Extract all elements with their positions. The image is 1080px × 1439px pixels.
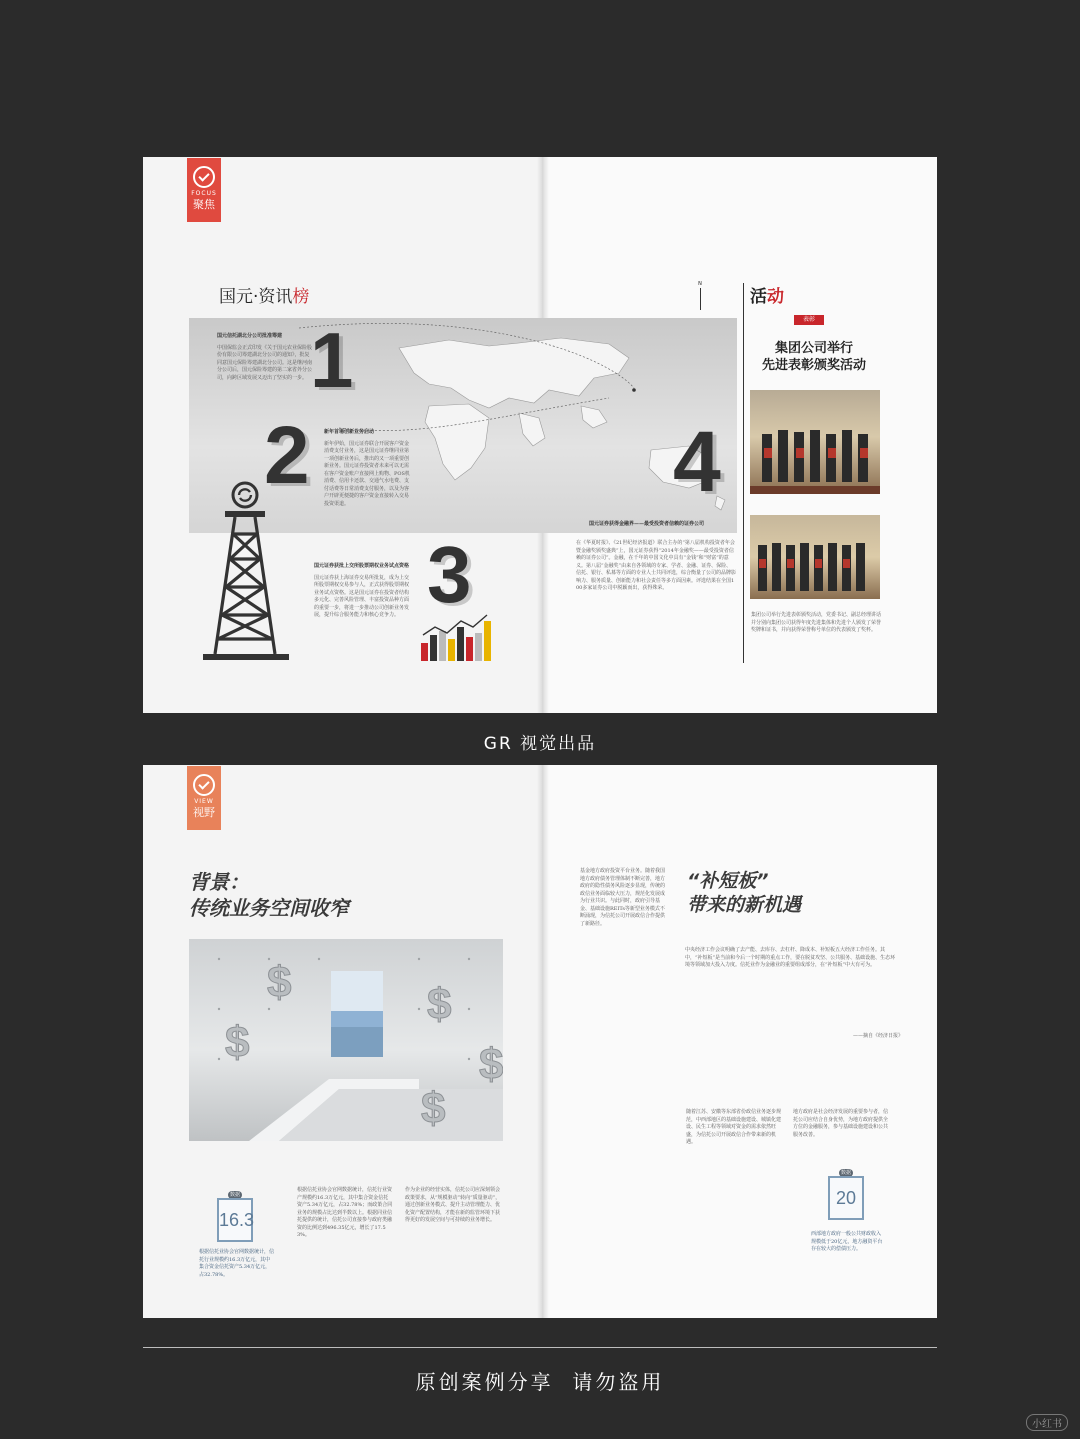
- activity-body: 集团公司举行先进表彰颁奖活动，党委书记、副总经理讲话并分别向集团公司获得年度先进集体和先进个人颁发了荣誉奖牌和证书，并向获得荣誉称号单位的代表颁发了奖杯。: [751, 612, 882, 633]
- concrete-wall-photo: [189, 939, 503, 1141]
- bottom-spread: [143, 765, 937, 1318]
- award-photo-2: [750, 515, 880, 599]
- activity-title-main: 活: [750, 287, 767, 307]
- compass-needle-icon: [700, 288, 701, 310]
- focus-badge: [187, 158, 221, 222]
- right-quote: ——摘自《经济日报》: [852, 1033, 903, 1039]
- right-title-line-2: 带来的新机遇: [687, 894, 802, 916]
- right-column-3: 地方政府是社会经济发展的重要参与者，信托公司应结合自身优势，为地方政府提供全方位的金融服务，参与基础设施建设和公共服务改善。: [793, 1109, 889, 1138]
- caption-notice: 原创案例分享 请勿盗用: [415, 1370, 665, 1394]
- activity-title: [750, 282, 784, 307]
- item-4-heading: 国元证券获得金融界——最受投资者信赖的证券公司: [589, 521, 705, 527]
- oil-derrick-illustration: [201, 479, 301, 669]
- item-3-body: 国元证券获上海证券交易所批复，成为上交所股票期权交易参与人，正式获得股票期权业务试点资格。这是国元证券在投资者结构多元化、完善风险管理、丰富投资品种方面的重要一步，将进一步推动公司创新业务发展，提升综合服务能力和核心竞争力。: [314, 574, 410, 618]
- caption-credit: GR 视觉出品: [483, 734, 597, 754]
- watermark: 小红书: [1026, 1414, 1068, 1431]
- activity-headline-line-2: 先进表彰颁奖活动: [761, 358, 866, 373]
- svg-text:$: $: [225, 1018, 250, 1067]
- right-intro: 中央经济工作会议明确了去产能、去库存、去杠杆、降成本、补短板五大经济工作任务。其中，“补短板”是当前和今后一个时期的重点工作，要在脱贫攻坚、公共服务、基础设施、生态环境等领域加大投入力度。信托业作为金融业的重要组成部分，在“补短板”中大有可为。: [685, 947, 896, 968]
- svg-text:$: $: [421, 1084, 446, 1133]
- item-2-body: 新年伊始，国元证券联合开展客户资金消费支付业务，这是国元证券继同业第一项创新业务后，推出的又一项重要创新业务。国元证券投资者未来可以无需在客户资金账户直接网上购物、POS机消费、信用卡还款、交通气水电费、支付话费等日常消费支付服务，以及为客户开辟更便捷的客户资金直接转入交易投资渠道。: [324, 440, 410, 507]
- refresh-icon: [193, 774, 215, 796]
- right-column-2: 随着江苏、安徽等东部省份政信业务逐步规范，中西部地区的基础设施建设、城镇化建设、民生工程等领域对资金的需求依然旺盛，为信托公司开展政信合作带来新的机遇。: [686, 1109, 782, 1145]
- stat-right-value: 20: [828, 1176, 864, 1220]
- right-title: [687, 869, 801, 917]
- item-1-text: [217, 333, 313, 382]
- activity-headline: [749, 340, 879, 374]
- item-3-heading: 国元证券获批上交所股票期权业务试点资格: [314, 563, 410, 569]
- refresh-icon: [193, 166, 215, 188]
- right-column-1: 基金地方政府投资平台业务。随着我国地方政府债务管理体制不断完善，地方政府的隐性债务风险逐步显现，传统的政信业务面临较大压力，规范化发展成为行业共识。与此同时，政府引导基金、基础设施REITs等新型业务模式不断涌现，为信托公司开展政信合作提供了新路径。: [580, 868, 666, 927]
- compass-mark: [695, 281, 705, 310]
- left-title-line-1: 背景：: [189, 870, 249, 894]
- section-title-main: 国元·资讯: [219, 287, 293, 307]
- svg-text:$: $: [427, 980, 452, 1029]
- item-1-body: 中国保监会正式印发《关于国元农业保险股份有限公司筹建湖北分公司的通知》，批复同意国元保险筹建湖北分公司。这是继河南分公司后，国元保险筹建的第二家省外分公司，向跨区域发展又迈出了坚实的一步。: [217, 344, 313, 381]
- svg-text:$: $: [267, 958, 292, 1007]
- activity-tag: 表彰: [794, 315, 824, 325]
- item-3-number: 3: [427, 530, 472, 619]
- left-column-2: 作为企业的经营实体，信托公司应深刻领会政策要求，从“规模驱动”转向“质量驱动”，通过创新业务模式、提升主动管理能力、优化资产配置结构，才能在新的监管环境下获得更好的发展空间与可持续的业务增长。: [405, 1187, 501, 1223]
- item-2-number: 2: [264, 410, 310, 501]
- left-column-1: 根据信托业协会官网数据统计，信托行业资产规模约16.3万亿元，其中集合资金信托资产5.34万亿元，占32.78%；而政策合同业务的规模占比达到半数以上。根据同业信托提供的统计，信托公司直接参与政府类融资的比例达到496.35亿元，增长了17.53%。: [297, 1187, 393, 1238]
- item-2-text: [324, 429, 410, 508]
- activity-headline-line-1: 集团公司举行: [774, 341, 853, 356]
- caption-divider: [143, 1347, 937, 1348]
- section-title-accent: 榜: [292, 287, 310, 307]
- badge-en: VIEW: [194, 798, 214, 805]
- compass-label: N: [698, 281, 702, 287]
- award-photo-2-people: [750, 515, 880, 599]
- item-4-number: 4: [673, 414, 721, 510]
- bar-graph-illustration: [417, 613, 503, 663]
- left-title: [189, 869, 349, 921]
- stat-left-value: 16.3: [217, 1198, 253, 1242]
- right-title-line-1: “补短板”: [687, 870, 769, 892]
- section-title: [219, 282, 309, 307]
- item-1-heading: 国元信托湖北分公司批准筹建: [217, 333, 283, 339]
- item-2-heading: 新年首場创新业务启动: [324, 429, 375, 435]
- stat-right-text: 西部地方政府一般公共财政收入规模低于20亿元，地方融资平台存在较大的偿债压力。: [811, 1231, 883, 1252]
- stat-right-tag: 数据: [840, 1170, 851, 1176]
- activity-divider: [743, 283, 744, 663]
- spread-gutter: [537, 765, 549, 1318]
- stat-left-tag: 数据: [229, 1192, 240, 1198]
- item-3-text: [314, 563, 410, 620]
- concrete-wall-graphic: [189, 939, 503, 1141]
- badge-en: FOCUS: [191, 190, 217, 197]
- badge-cn: 视野: [193, 806, 215, 819]
- badge-cn: 聚焦: [193, 198, 215, 211]
- award-photo-1-people: [750, 390, 880, 494]
- item-4-body: 在《华夏时报》、《21世纪经济报道》联合主办的“第八届机构投资者年会暨金融奖颁奖盛典”上，国元证券获得“2014年金融奖——最受投资者信赖的证券公司”。金融，在千年的中国文化中具有“金钱”和“财富”的意义。第八届“金融奖”由来自各领域的专家、学者、金融、证券、保险、信托、银行、私募等方面的专业人士共同评选，综合衡量了公司的品牌影响力、服务质量、创新能力和社会责任等多方面因素。评选结果在全国100多家证券公司中脱颖而出，获得殊荣。: [576, 540, 737, 591]
- stat-left-text: 根据信托业协会官网数据统计，信托行业规模约16.3万亿元，其中集合资金信托资产5.34万亿元，占32.78%。: [199, 1249, 275, 1278]
- item-1-number: 1: [310, 316, 354, 404]
- svg-text:$: $: [479, 1040, 503, 1089]
- top-spread: [143, 157, 937, 713]
- activity-title-accent: 动: [767, 287, 784, 307]
- left-title-line-2: 传统业务空间收窄: [189, 896, 349, 920]
- award-photo-1: [750, 390, 880, 494]
- view-badge: [187, 766, 221, 830]
